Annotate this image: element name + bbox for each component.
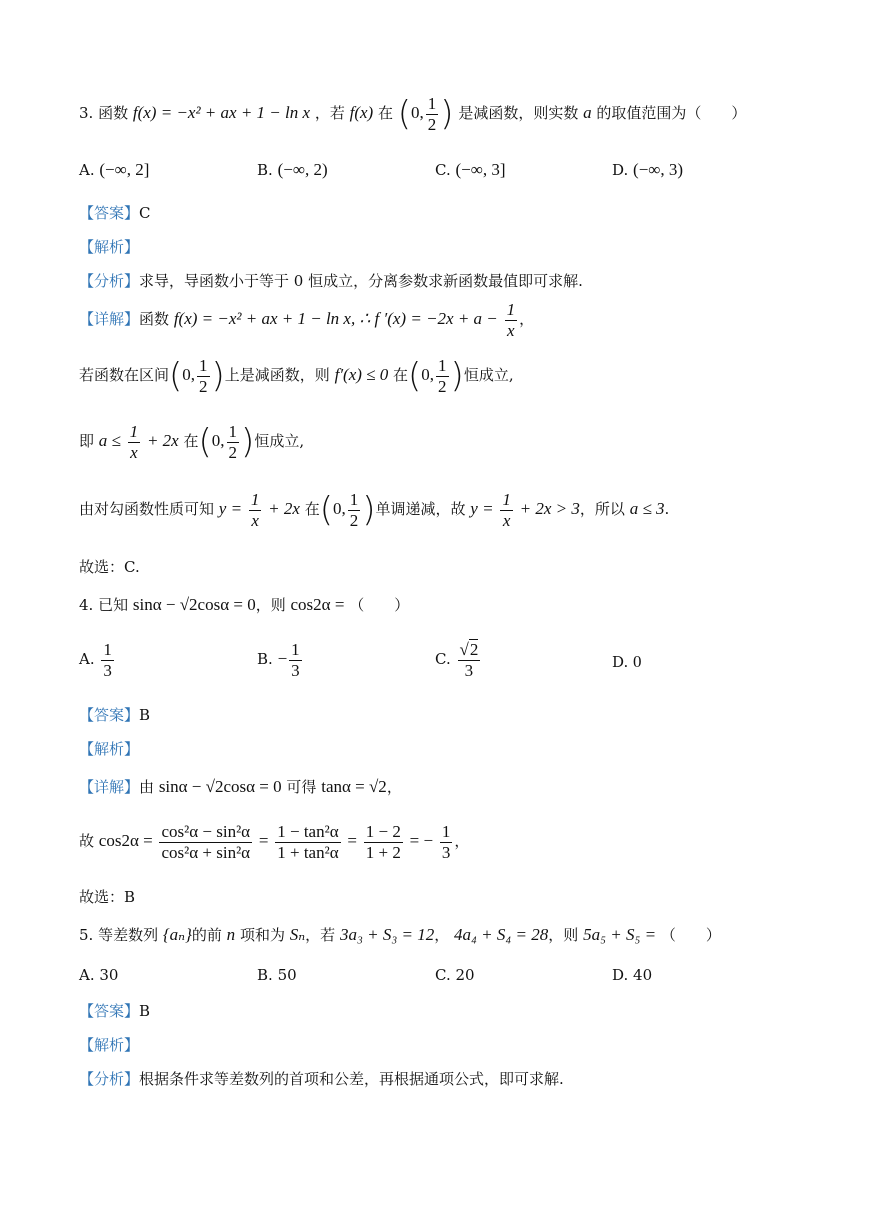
text: 在 (183, 432, 199, 451)
math: y = (470, 499, 494, 519)
fraction (275, 822, 340, 862)
q5-stem (79, 924, 721, 945)
xiangjie-tag: 【详解】 (79, 310, 140, 329)
option-label: C. (435, 966, 451, 984)
text: ， (519, 310, 535, 329)
frac-num: 1 (441, 822, 451, 841)
text: ，所以 (579, 500, 625, 519)
math: 5a₅ + S₅ = (583, 925, 657, 944)
q3-stem-text: ，若 (314, 104, 345, 123)
frac-den: x (130, 442, 138, 462)
fenxi-tag: 【分析】 (79, 272, 140, 290)
q5-jiexi (79, 1034, 139, 1055)
interval: ( (169, 356, 183, 397)
frac-num: 1 (103, 640, 112, 659)
math: Sₙ (289, 925, 306, 944)
text: （ ） (349, 596, 410, 614)
answer-value: B (139, 1002, 151, 1020)
fenxi-tag: 【分析】 (79, 1070, 140, 1088)
equals: = (258, 831, 269, 851)
frac-num: 1 (129, 422, 139, 441)
interval-close: ) (211, 356, 225, 397)
text: 恒成立, (463, 366, 514, 385)
q3-guxuan (79, 556, 140, 577)
frac-num: 1 (250, 490, 260, 509)
frac-num: 1 (502, 490, 511, 509)
option-value: (−∞, 2) (277, 160, 328, 179)
option-label: B. (257, 966, 273, 984)
q3-var-a: a (583, 103, 592, 123)
text: ，则 (548, 926, 579, 944)
interval-close: ) (241, 422, 255, 463)
option-value: 20 (455, 966, 475, 984)
q3-function-def: f(x) = −x² + ax + 1 − ln x (132, 103, 311, 123)
q3-option-b (257, 160, 328, 180)
answer-tag: 【答案】 (79, 706, 140, 724)
frac-den: 2 (438, 376, 447, 396)
q3-jiexi (79, 236, 139, 257)
math: f(x) = −x² + ax + 1 − ln x, ∴ f ′(x) = −2x + a − (173, 309, 498, 329)
text: 由对勾函数性质可知 (79, 500, 215, 519)
q3-stem-text: 3. 函数 (79, 104, 129, 123)
math: sinα − √2cosα = 0 (132, 595, 256, 614)
fraction (500, 490, 513, 530)
fenxi-text: 根据条件求等差数列的首项和公差，再根据通项公式，即可求解. (139, 1070, 564, 1088)
q4-xiangjie-2 (79, 822, 469, 862)
option-label: B. (257, 161, 273, 179)
text: ， (454, 832, 470, 851)
q5-option-b (257, 966, 297, 984)
option-label: C. (435, 650, 451, 669)
math: sinα − √2cosα = 0 (158, 777, 282, 796)
q3-interval-close: ) (440, 94, 454, 135)
option-value: (−∞, 3) (633, 160, 684, 179)
text: 故选：C. (79, 558, 140, 576)
text: 上是减函数，则 (224, 366, 330, 385)
frac-num: 1 − tan²α (277, 822, 339, 841)
frac-den: 3 (441, 842, 451, 862)
fenxi-text: 求导，导函数小于等于 0 恒成立，分离参数求新函数最值即可求解. (139, 272, 583, 290)
fraction (364, 822, 403, 862)
q4-jiexi (79, 738, 139, 759)
option-label: A. (79, 966, 95, 984)
option-value: 30 (99, 966, 119, 984)
frac-num: 1 (291, 640, 300, 659)
q4-option-d (612, 652, 642, 672)
fraction (458, 640, 481, 680)
option-label: D. (612, 653, 629, 671)
text: （ ） (660, 926, 721, 944)
frac-num: 1 (228, 422, 238, 441)
interval: ( (408, 356, 422, 397)
frac-den: x (507, 320, 515, 340)
fraction (227, 422, 240, 462)
frac-den: x (502, 510, 511, 530)
q3-interval-left: 0, (411, 103, 424, 123)
frac-num: 1 − 2 (365, 822, 401, 841)
interval-left: 0, (332, 499, 346, 519)
q4-answer (79, 704, 150, 725)
math: + 2x (146, 431, 179, 451)
root-value: 2 (469, 640, 479, 659)
answer-tag: 【答案】 (79, 204, 140, 222)
text: ， (434, 926, 450, 944)
math: cos2α = (98, 831, 153, 851)
q3-xiangjie-3 (79, 422, 304, 462)
frac-num: 1 (438, 356, 447, 375)
text: 在 (393, 366, 409, 385)
fraction (197, 356, 210, 396)
frac-num: 1 (506, 300, 516, 319)
option-label: D. (612, 161, 629, 179)
text: 项和为 (239, 926, 285, 944)
text: 故 (79, 832, 95, 851)
math: + 2x (268, 499, 300, 519)
q3-function-short: f(x) (349, 103, 374, 123)
math: tanα = √2 (321, 777, 387, 796)
fraction (436, 356, 449, 396)
frac-num: √2 (459, 640, 479, 659)
option-label: A. (79, 161, 95, 179)
math: y = (218, 499, 243, 519)
option-label: A. (79, 650, 95, 669)
q3-interval-fraction (426, 94, 439, 134)
q3-stem-text: 在 (377, 104, 393, 123)
q3-answer (79, 202, 151, 223)
interval-left: 0, (211, 431, 225, 451)
q3-stem-text: 是减函数，则实数 (458, 104, 579, 123)
q5-option-d (612, 966, 652, 984)
q5-fenxi (79, 1068, 564, 1089)
jiexi-tag: 【解析】 (79, 1036, 140, 1054)
interval-close: ) (450, 356, 464, 397)
text: 在 (304, 500, 320, 519)
text: . (664, 500, 670, 519)
option-label: B. (257, 650, 273, 669)
q4-xiangjie-1 (79, 776, 402, 797)
sign: − (277, 649, 288, 669)
frac-den: 2 (349, 510, 359, 530)
text: 若函数在区间 (79, 366, 170, 385)
text: 的前 (191, 926, 222, 944)
fraction (128, 422, 141, 462)
interval-close: ) (362, 490, 376, 531)
jiexi-tag: 【解析】 (79, 740, 140, 758)
q5-option-a (79, 966, 118, 984)
frac-den: 3 (291, 660, 300, 680)
text: 5. 等差数列 (79, 926, 159, 944)
fraction (440, 822, 453, 862)
q4-option-b (257, 640, 304, 680)
text: 单调递减，故 (375, 500, 466, 519)
option-value: 40 (633, 966, 653, 984)
q4-stem (79, 594, 409, 615)
xiangjie-tag: 【详解】 (79, 778, 140, 796)
answer-value: B (139, 706, 151, 724)
frac-den: 2 (199, 376, 208, 396)
option-label: C. (435, 161, 451, 179)
equals: = (347, 831, 357, 851)
fraction (505, 300, 518, 340)
frac-den: 3 (103, 660, 112, 680)
text: 即 (79, 432, 95, 451)
text: ，若 (305, 926, 336, 944)
text: 函数 (139, 310, 170, 329)
interval-left: 0, (182, 365, 196, 385)
math: n (226, 925, 236, 944)
equals: = − (409, 831, 434, 851)
q3-option-a (79, 160, 149, 180)
frac-den: cos²α + sin²α (161, 842, 251, 862)
frac-num: 1 (427, 94, 437, 113)
interval-left: 0, (421, 365, 435, 385)
q3-option-d (612, 160, 683, 180)
q3-interval: ( (397, 94, 412, 135)
math: 3a₃ + S₃ = 12 (339, 925, 435, 944)
answer-tag: 【答案】 (79, 1002, 140, 1020)
math: {aₙ} (162, 925, 192, 944)
fraction (348, 490, 361, 530)
text: ，则 (255, 596, 286, 614)
option-value: 50 (277, 966, 297, 984)
q4-option-c (435, 640, 482, 680)
math: f′(x) ≤ 0 (334, 365, 389, 385)
frac-den: 1 + 2 (365, 842, 401, 862)
interval: ( (319, 490, 333, 531)
math: + 2x > 3 (519, 499, 580, 519)
fraction (159, 822, 252, 862)
jiexi-tag: 【解析】 (79, 238, 140, 256)
q3-xiangjie-4 (79, 490, 669, 530)
fraction (249, 490, 262, 530)
q3-option-c (435, 160, 506, 180)
math: cos2α = (290, 595, 345, 614)
frac-num: cos²α − sin²α (161, 822, 251, 841)
option-value: 0 (633, 652, 642, 671)
math: a ≤ (98, 431, 121, 451)
q3-xiangjie-1 (79, 300, 534, 340)
q3-xiangjie-2 (79, 356, 514, 396)
q4-guxuan (79, 886, 135, 907)
interval: ( (198, 422, 212, 463)
frac-den: x (251, 510, 259, 530)
frac-den: 3 (464, 660, 474, 680)
text: 故选：B (79, 888, 136, 906)
q5-option-c (435, 966, 475, 984)
math: 4a₄ + S₄ = 28 (454, 925, 549, 944)
option-label: D. (612, 966, 629, 984)
fraction (289, 640, 302, 680)
frac-num: 1 (349, 490, 359, 509)
text: 恒成立, (254, 432, 305, 451)
frac-den: 1 + tan²α (277, 842, 339, 862)
q3-stem (79, 94, 746, 134)
text: 由 (139, 778, 155, 796)
frac-num: 1 (199, 356, 208, 375)
answer-value: C (139, 204, 151, 222)
q3-stem-text: 的取值范围为（ ） (596, 104, 747, 123)
text: 4. 已知 (79, 596, 129, 614)
text: ， (386, 778, 402, 796)
q3-fenxi (79, 270, 583, 291)
frac-den: 2 (228, 442, 238, 462)
option-value: (−∞, 2] (99, 160, 150, 179)
q5-answer (79, 1000, 150, 1021)
math: a ≤ 3 (629, 499, 665, 519)
text: 可得 (286, 778, 317, 796)
fraction (101, 640, 114, 680)
option-value: (−∞, 3] (455, 160, 506, 179)
frac-den: 2 (427, 114, 437, 134)
q4-option-a (79, 640, 116, 680)
